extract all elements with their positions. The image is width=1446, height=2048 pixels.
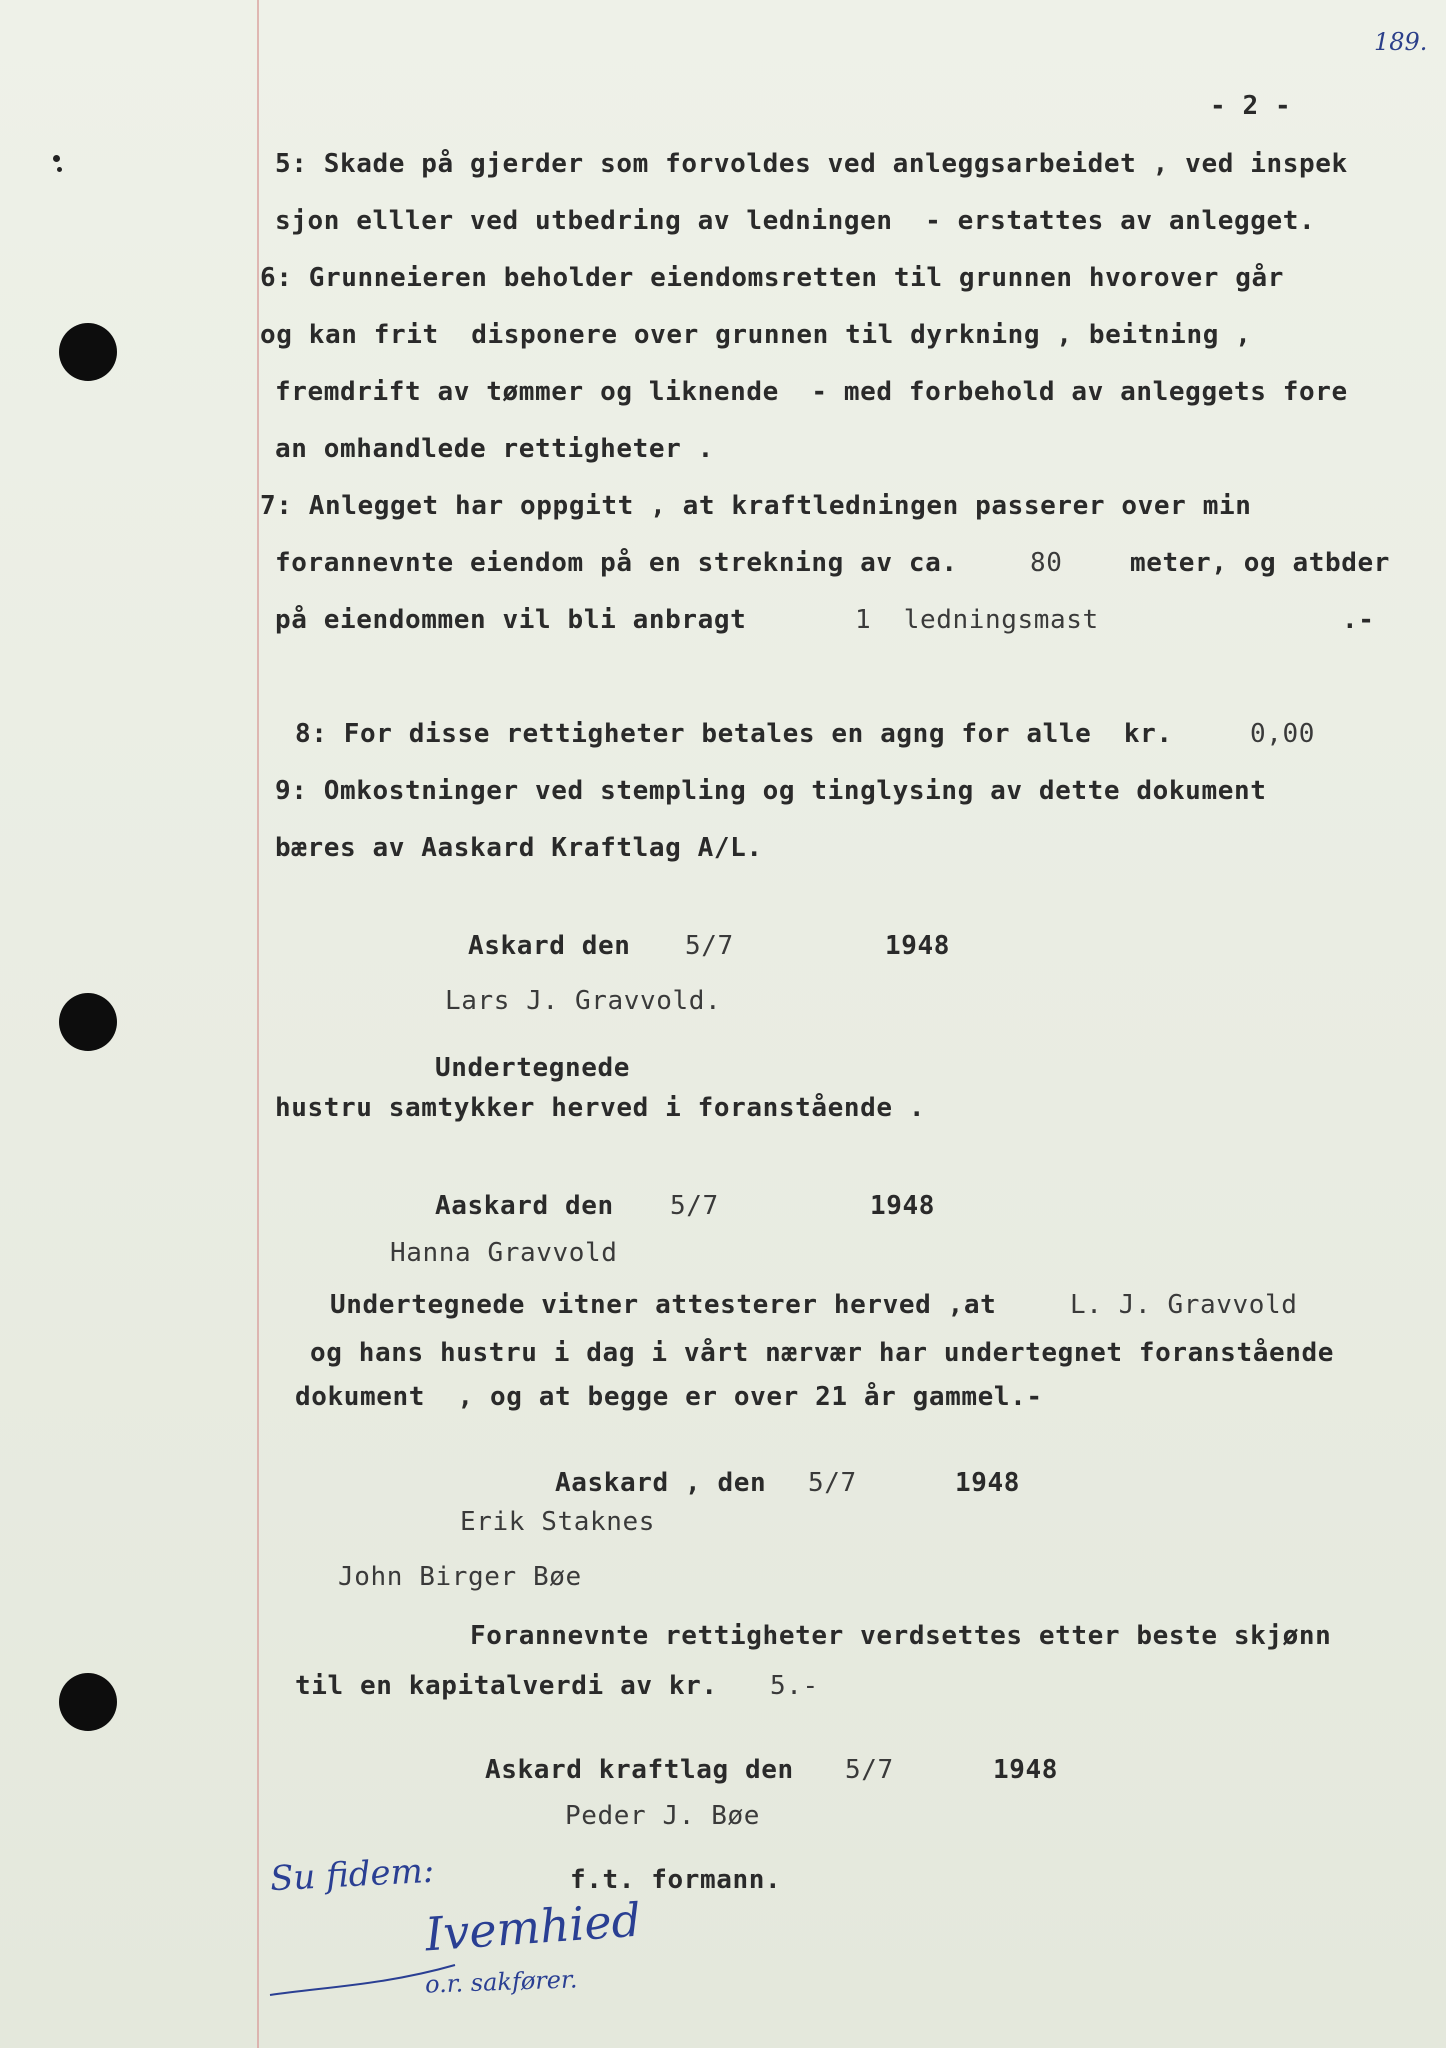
text-line: Undertegnede bbox=[435, 1053, 631, 1083]
text-line: Aaskard , den bbox=[555, 1468, 767, 1498]
year-value: 1948 bbox=[955, 1468, 1021, 1498]
handwritten-attestation: Su fidem: bbox=[269, 1850, 436, 1900]
text-line: forannevnte eiendom på en strekning av ca. bbox=[275, 548, 958, 578]
filled-value: 5.- bbox=[770, 1671, 819, 1701]
text-line: 5: Skade på gjerder som forvoldes ved anleggsarbeidet , ved inspek bbox=[275, 149, 1348, 179]
text-line: Askard kraftlag den bbox=[485, 1755, 794, 1785]
text-line: sjon elller ved utbedring av ledningen - erstattes av anlegget. bbox=[275, 206, 1316, 236]
text-line: Forannevnte rettigheter verdsettes etter beste skjønn bbox=[470, 1621, 1332, 1651]
filled-value: L. J. Gravvold bbox=[1070, 1290, 1298, 1320]
text-line: Undertegnede vitner attesterer herved ,at bbox=[330, 1290, 997, 1320]
text-line: dokument , og at begge er over 21 år gammel.- bbox=[295, 1382, 1043, 1412]
text-line: til en kapitalverdi av kr. bbox=[295, 1671, 718, 1701]
text-line: an omhandlede rettigheter . bbox=[275, 434, 714, 464]
filled-value: 80 bbox=[1030, 548, 1063, 578]
punch-hole-middle bbox=[59, 993, 117, 1051]
signature-name: Lars J. Gravvold. bbox=[445, 986, 722, 1016]
filled-value: 1 ledningsmast bbox=[855, 605, 1099, 635]
punch-hole-top bbox=[59, 323, 117, 381]
ink-speck bbox=[57, 167, 62, 172]
text-line: 8: For disse rettigheter betales en agng for alle kr. bbox=[295, 719, 1173, 749]
signature-name: John Birger Bøe bbox=[338, 1562, 582, 1592]
text-line: fremdrift av tømmer og liknende - med forbehold av anleggets fore bbox=[275, 377, 1348, 407]
signature-name: Erik Staknes bbox=[460, 1507, 656, 1537]
year-value: 1948 bbox=[993, 1755, 1059, 1785]
handwritten-title: o.r. sakfører. bbox=[424, 1965, 578, 1999]
ink-speck bbox=[53, 155, 60, 162]
year-value: 1948 bbox=[870, 1191, 936, 1221]
text-line: på eiendommen vil bli anbragt bbox=[275, 605, 747, 635]
punch-hole-bottom bbox=[59, 1673, 117, 1731]
text-line: og kan frit disponere over grunnen til dyrkning , beitning , bbox=[260, 320, 1252, 350]
signature-name: Hanna Gravvold bbox=[390, 1238, 618, 1268]
text-line: 6: Grunneieren beholder eiendomsretten til grunnen hvorover går bbox=[260, 263, 1284, 293]
date-value: 5/7 bbox=[845, 1755, 894, 1785]
text-line: .- bbox=[1342, 605, 1375, 635]
text-line: 9: Omkostninger ved stempling og tinglysing av dette dokument bbox=[275, 776, 1267, 806]
page-header: - 2 - bbox=[1210, 91, 1292, 121]
text-line: hustru samtykker herved i foranstående . bbox=[275, 1093, 926, 1123]
date-value: 5/7 bbox=[670, 1191, 719, 1221]
text-line: Askard den bbox=[468, 931, 631, 961]
text-line: 7: Anlegget har oppgitt , at kraftledningen passerer over min bbox=[260, 491, 1252, 521]
date-value: 5/7 bbox=[685, 931, 734, 961]
text-line: meter, og atbder bbox=[1130, 548, 1391, 578]
text-line: Aaskard den bbox=[435, 1191, 614, 1221]
date-value: 5/7 bbox=[808, 1468, 857, 1498]
signature-title: f.t. formann. bbox=[570, 1865, 782, 1895]
handwritten-signature: Ivemhied bbox=[423, 1892, 643, 1962]
signature-name: Peder J. Bøe bbox=[565, 1801, 761, 1831]
margin-rule bbox=[257, 0, 259, 2048]
year-value: 1948 bbox=[885, 931, 951, 961]
page-number-mark: 189. bbox=[1374, 28, 1428, 56]
filled-value: 0,00 bbox=[1250, 719, 1316, 749]
signature-flourish bbox=[265, 1945, 465, 2005]
text-line: bæres av Aaskard Kraftlag A/L. bbox=[275, 833, 763, 863]
text-line: og hans hustru i dag i vårt nærvær har undertegnet foranstående bbox=[310, 1338, 1334, 1368]
